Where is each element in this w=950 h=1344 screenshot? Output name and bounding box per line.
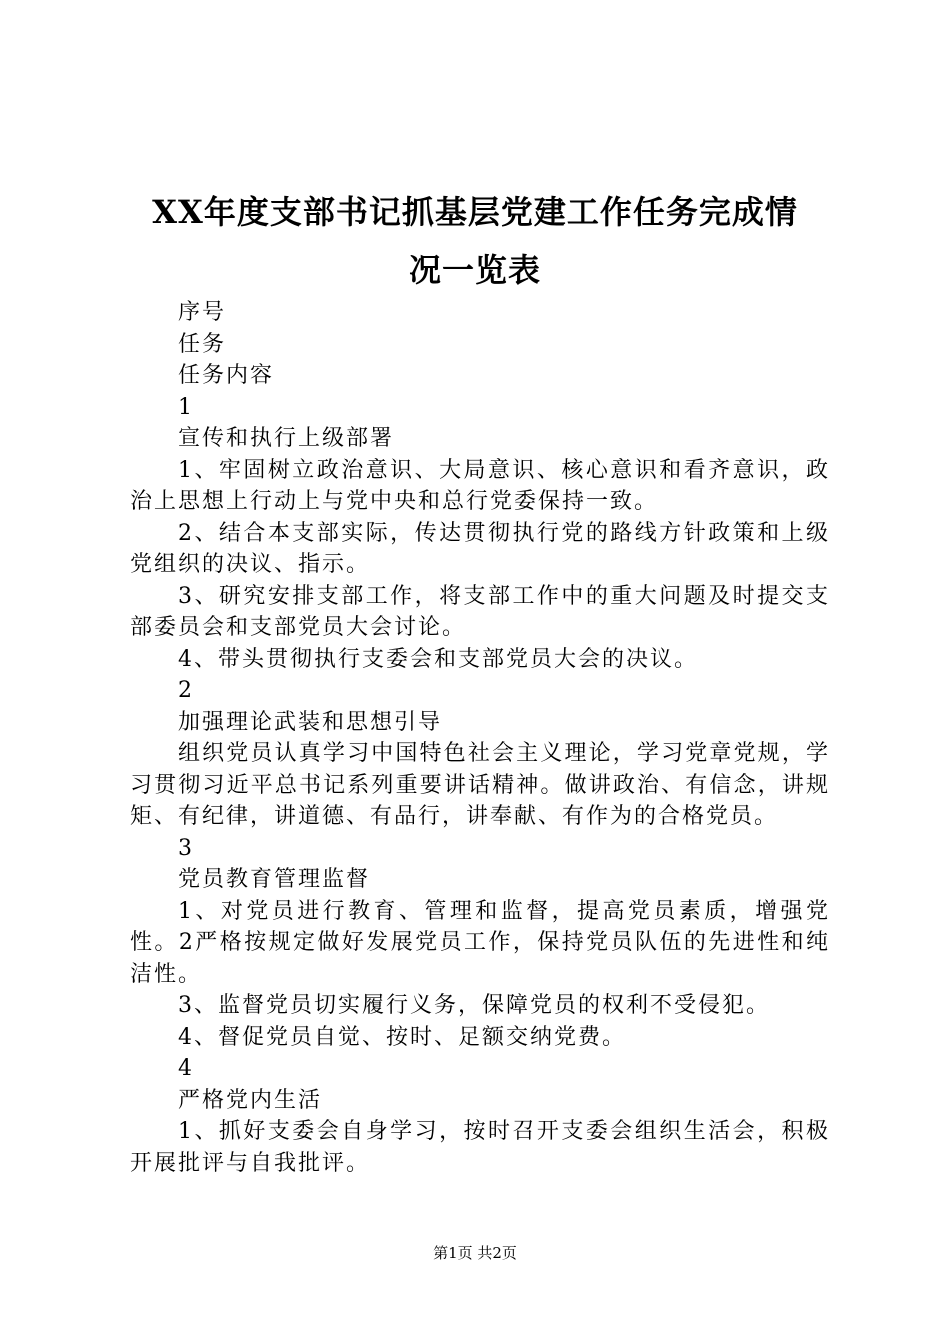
paragraph: 2、结合本支部实际，传达贯彻执行党的路线方针政策和上级党组织的决议、指示。 [130,520,830,577]
paragraph: 1、对党员进行教育、管理和监督，提高党员素质，增强党性。2严格按规定做好发展党员工作，保持党员队伍的先进性和纯洁性。 [130,898,830,987]
paragraph: 序号 [178,300,227,325]
paragraph: 任务内容 [178,363,275,388]
paragraph: 3、研究安排支部工作，将支部工作中的重大问题及时提交支部委员会和支部党员大会讨论。 [130,583,830,640]
paragraph: 3 [178,835,194,861]
paragraph: 严格党内生活 [178,1087,323,1113]
paragraph: 1、抓好支委会自身学习，按时召开支委会组织生活会，积极开展批评与自我批评。 [130,1119,830,1176]
page-footer: 第1页 共2页 [433,1244,517,1262]
document-title-line-2: 况一览表 [408,251,541,289]
paragraph: 党员教育管理监督 [178,867,371,892]
paragraph: 1 [178,394,194,420]
document-title-line-1: XX年度支部书记抓基层党建工作任务完成情 [152,193,798,231]
paragraph: 任务 [178,331,227,357]
paragraph: 组织党员认真学习中国特色社会主义理论，学习党章党规，学习贯彻习近平总书记系列重要讲话精神。做讲政治、有信念，讲规矩、有纪律，讲道德、有品行，讲奉献、有作为的合格党员。 [130,741,830,829]
paragraph: 4 [178,1056,194,1081]
paragraph: 1、牢固树立政治意识、大局意识、核心意识和看齐意识，政治上思想上行动上与党中央和总行党委保持一致。 [130,457,830,514]
paragraph: 3、监督党员切实履行义务，保障党员的权利不受侵犯。 [178,993,770,1018]
paragraph: 加强理论武装和思想引导 [178,709,443,735]
paragraph: 4、带头贯彻执行支委会和支部党员大会的决议。 [178,646,698,672]
paragraph: 宣传和执行上级部署 [178,426,395,451]
paragraph: 4、督促党员自觉、按时、足额交纳党费。 [178,1024,626,1050]
paragraph: 2 [178,678,194,703]
document-body [130,297,830,1179]
